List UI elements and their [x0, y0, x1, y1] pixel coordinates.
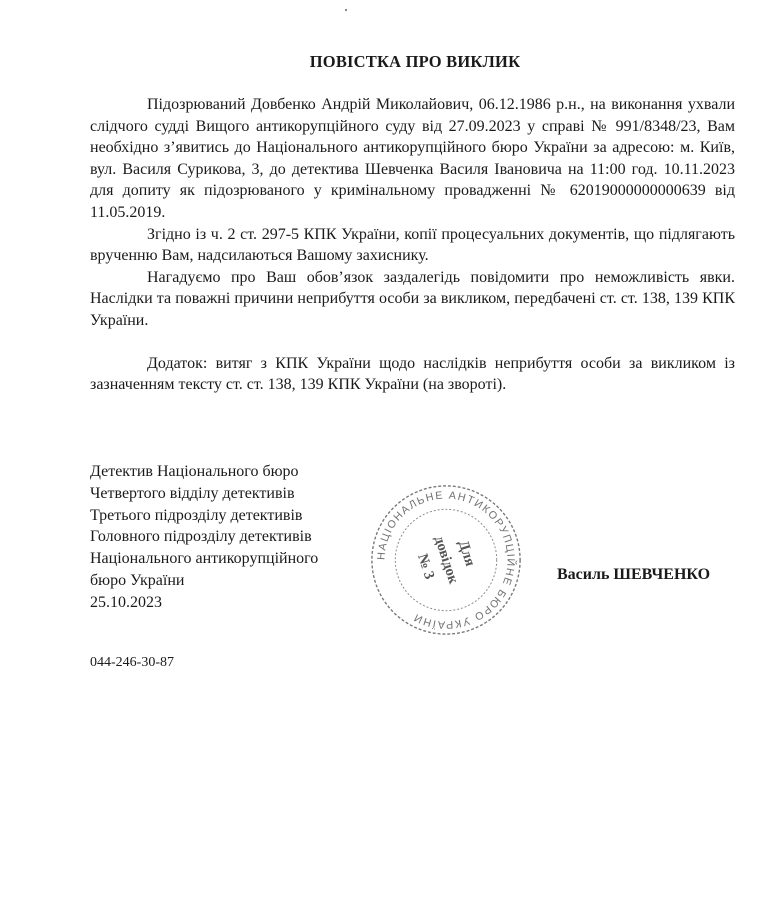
- stamp-center-line: № 3: [414, 551, 438, 582]
- signer-line: Детектив Національного бюро: [90, 463, 299, 480]
- paragraph-documents: Згідно із ч. 2 ст. 297-5 КПК України, копії процесуальних документів, що підлягають врученню Вам, надсилаються Вашому захиснику.: [90, 225, 735, 265]
- document-title: ПОВІСТКА ПРО ВИКЛИК: [309, 52, 521, 71]
- signer-line: Третього підрозділу детективів: [90, 506, 303, 524]
- signature-name: Василь ШЕВЧЕНКО: [557, 566, 711, 583]
- paragraph-appendix: Додаток: витяг з КПК України щодо наслідків неприбуття особи за викликом із зазначенням тексту ст. ст. 138, 139 КПК України (на звороті).: [90, 354, 735, 394]
- signer-line: Четвертого відділу детективів: [90, 484, 295, 502]
- signer-line: Головного підрозділу детективів: [90, 528, 312, 546]
- signer-date: 25.10.2023: [90, 593, 162, 611]
- paragraph-reminder: Нагадуємо про Ваш обов’язок заздалегідь повідомити про неможливість явки. Наслідки та поважні причини неприбуття особи за викликом, передбачені ст. ст. 138, 139 КПК України.: [90, 268, 735, 329]
- document-body: [90, 94, 735, 396]
- stamp-center-line: Для: [454, 538, 479, 569]
- official-stamp: [368, 482, 524, 638]
- paragraph-summons: Підозрюваний Довбенко Андрій Миколайович, 06.12.1986 р.н., на виконання ухвали слідчого судді Вищого антикорупційного суду від 27.09.2023 у справі № 991/8348/23, Вам необхідно з’явитись до Національного антикорупційного бюро України за адресою: м. Київ, вул. Василя Сурикова, 3, до детектива Шевченка Василя Івановича на 11:00 год. 10.11.2023 для допиту як підозрюваного у кримінальному провадженні № 62019000000000639 від 11.05.2019.: [90, 96, 735, 221]
- stamp-center-line: довідок: [430, 534, 462, 586]
- phone-number: 044-246-30-87: [90, 655, 174, 670]
- signer-line: бюро України: [90, 571, 185, 589]
- scan-artifact: [345, 9, 347, 11]
- signer-block: [90, 461, 318, 614]
- signer-line: Національного антикорупційного: [90, 550, 319, 568]
- stamp-ring-text: НАЦІОНАЛЬНЕ АНТИКОРУПЦІЙНЕ БЮРО УКРАЇНИ: [375, 489, 517, 631]
